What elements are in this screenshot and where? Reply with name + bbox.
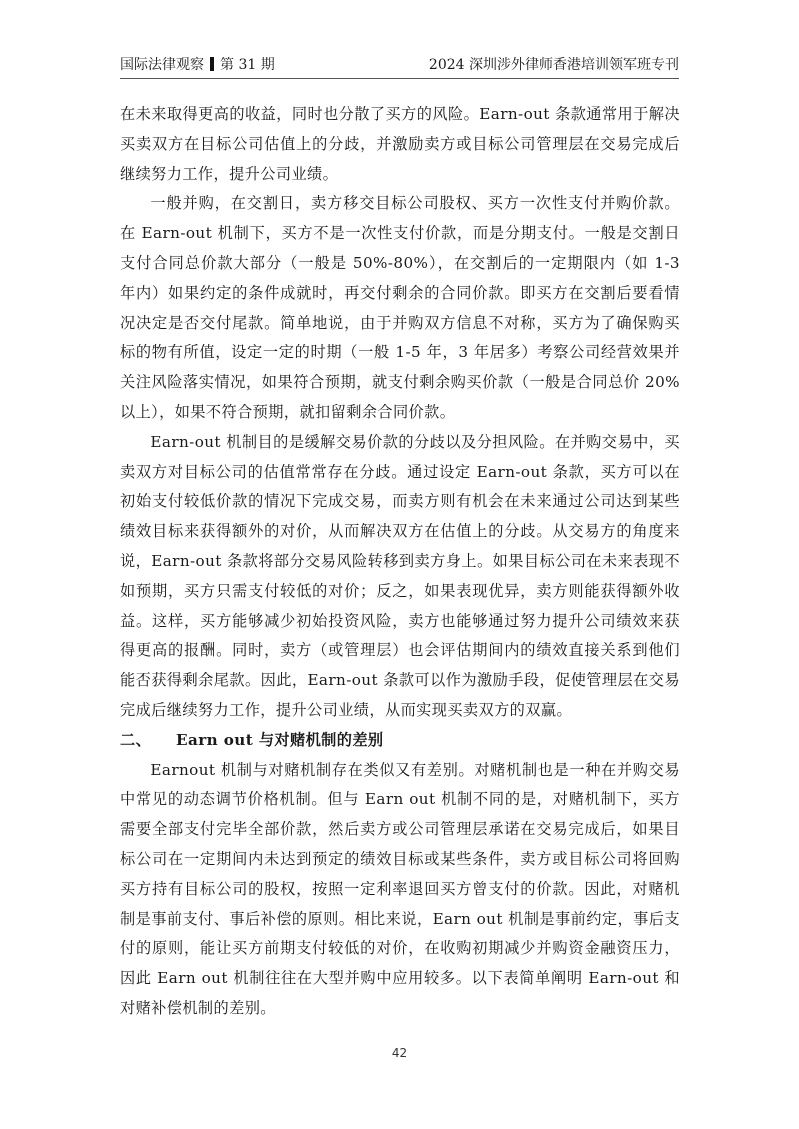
paragraph-1: 在未来取得更高的收益，同时也分散了买方的风险。Earn-out 条款通常用于解决买卖双方在目标公司估值上的分歧，并激励卖方或目标公司管理层在交易完成后继续努力工作，提升公司业绩。 [120, 105, 680, 183]
journal-name: 国际法律观察 [120, 57, 204, 73]
section-heading [120, 726, 680, 756]
issue-number: 第 31 期 [220, 57, 275, 73]
paragraph-4: Earnout 机制与对赌机制存在类似又有差别。对赌机制也是一种在并购交易中常见的动态调节价格机制。但与 Earn out 机制不同的是，对赌机制下，买方需要全部支付完毕全部价款，然后卖方或公司管理层承诺在交易完成后，如果目标公司在一定期间内未达到预定的绩效目标或某些条件，卖方或目标公司将回购买方持有目标公司的股权，按照一定利率退回买方曾支付的价款。因此，对赌机制是事前支付、事后补偿的原则。相比来说，Earn out 机制是事前约定，事后支付的原则，能让买方前期支付较低的对价，在收购初期减少并购资金融资压力，因此 Earn out 机制往往在大型并购中应用较多。以下表简单阐明 Earn-out 和对赌补偿机制的差别。 [120, 760, 680, 1017]
paragraph-2: 一般并购，在交割日，卖方移交目标公司股权、买方一次性支付并购价款。在 Earn-out 机制下，买方不是一次性支付价款，而是分期支付。一般是交割日支付合同总价款大部分（一般是 50%-80%），在交割后的一定期限内（如 1-3 年内）如果约定的条件成就时，再交付剩余的合同价款。即买方在交割后要看情况决定是否交付尾款。简单地说，由于并购双方信息不对称，买方为了确保购买标的物有所值，设定一定的时期（一般 1-5 年，3 年居多）考察公司经营效果并关注风险落实情况，如果符合预期，就支付剩余购买价款（一般是合同总价 20%以上），如果不符合预期，就扣留剩余合同价款。 [120, 194, 680, 421]
header-left [120, 56, 275, 74]
special-issue-title: 2024 深圳涉外律师香港培训领军班专刊 [428, 57, 679, 73]
page-number: 42 [391, 1046, 408, 1060]
body-text [120, 100, 680, 1024]
paragraph-3: Earn-out 机制目的是缓解交易价款的分歧以及分担风险。在并购交易中，买卖双方对目标公司的估值常常存在分歧。通过设定 Earn-out 条款，买方可以在初始支付较低价款的情况下完成交易，而卖方则有机会在未来通过公司达到某些绩效目标来获得额外的对价，从而解决双方在估值上的分歧。从交易方的角度来说，Earn-out 条款将部分交易风险转移到卖方身上。如果目标公司在未来表现不如预期，买方只需支付较低的对价；反之，如果表现优异，卖方则能获得额外收益。这样，买方能够减少初始投资风险，卖方也能够通过努力提升公司绩效来获得更高的报酬。同时，卖方（或管理层）也会评估期间内的绩效直接关系到他们能否获得剩余尾款。因此，Earn-out 条款可以作为激励手段，促使管理层在交易完成后继续努力工作，提升公司业绩，从而实现买卖双方的双赢。 [120, 432, 680, 719]
separator-bar-icon [210, 57, 214, 71]
section-title: Earn out 与对赌机制的差别 [176, 730, 384, 749]
section-number: 二、 [120, 730, 152, 749]
page-header [120, 56, 679, 79]
